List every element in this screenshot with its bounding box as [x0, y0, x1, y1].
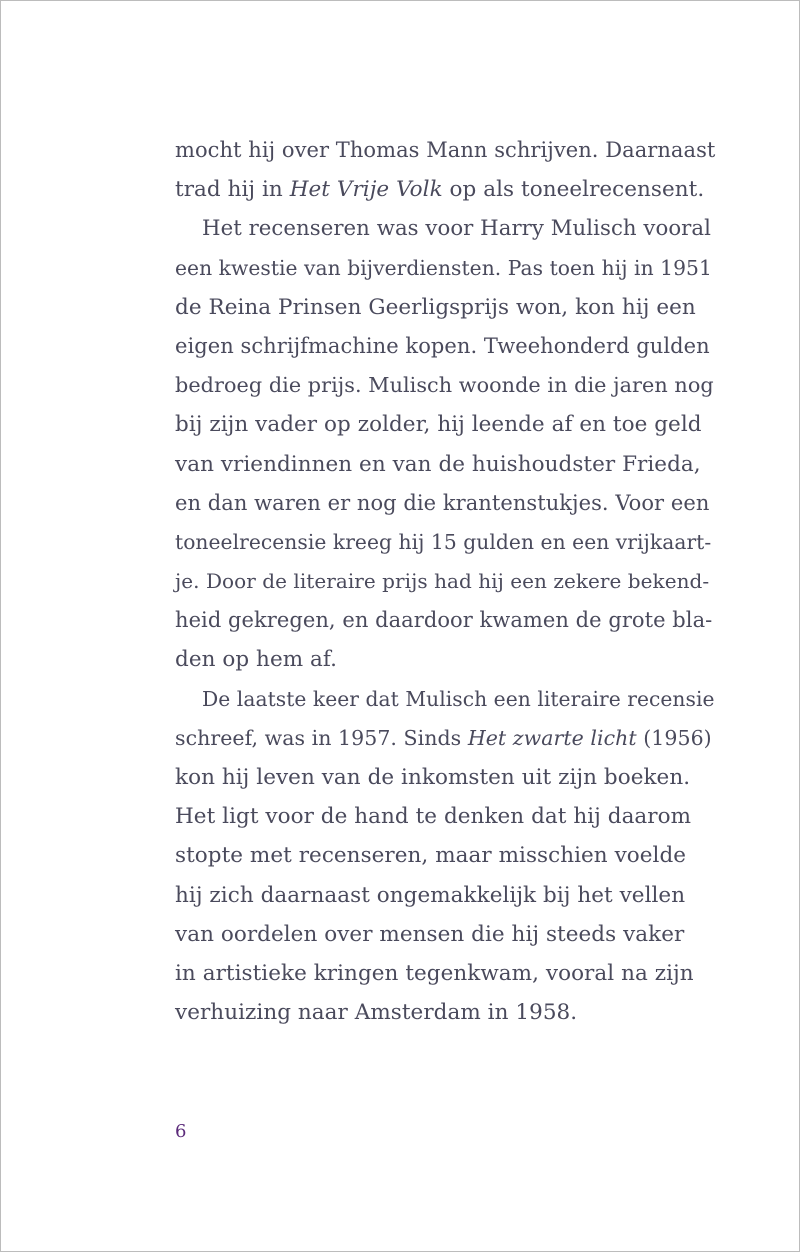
text-line [175, 288, 705, 327]
text-segment: den op hem af. [175, 647, 338, 673]
text-line [175, 249, 712, 288]
text-line [175, 993, 705, 1032]
text-line [175, 915, 705, 954]
text-segment: (1956) [636, 725, 712, 750]
page-number: 6 [175, 1121, 187, 1142]
text-line [175, 405, 705, 444]
text-line [175, 601, 713, 640]
text-segment: De laatste keer dat Mulisch een literaire recensie [202, 686, 715, 711]
text-line [175, 836, 705, 875]
text-segment: je. Door de literaire prijs had hij een zekere bekend- [175, 569, 710, 594]
text-line [175, 523, 712, 562]
text-segment: stopte met recenseren, maar misschien voelde [175, 843, 687, 869]
text-line [175, 876, 705, 915]
text-segment: eigen schrijfmachine kopen. Tweehonderd gulden [175, 333, 710, 358]
text-segment: bedroeg die prijs. Mulisch woonde in die jaren nog [175, 373, 714, 398]
italic-title: Het zwarte licht [467, 725, 637, 750]
text-line [175, 170, 705, 209]
text-segment: hij zich daarnaast ongemakkelijk bij het vellen [175, 882, 686, 908]
text-line [175, 954, 705, 993]
text-segment: de Reina Prinsen Geerligsprijs won, kon hij een [175, 294, 696, 320]
text-segment: een kwestie van bijverdiensten. Pas toen hij in 1951 [175, 255, 712, 280]
body-text [175, 131, 716, 1032]
text-line [175, 719, 712, 758]
text-line [175, 562, 710, 601]
text-line [175, 209, 711, 248]
text-segment: heid gekregen, en daardoor kwamen de grote bla- [175, 608, 713, 633]
text-segment: verhuizing naar Amsterdam in 1958. [175, 1000, 578, 1026]
text-line [175, 327, 710, 366]
text-segment: trad hij in [175, 177, 290, 203]
text-line [175, 484, 710, 523]
text-segment: mocht hij over Thomas Mann schrijven. Daarnaast [175, 138, 716, 162]
text-line [175, 797, 705, 836]
text-segment: van vriendinnen en van de huishoudster Frieda, [175, 451, 701, 477]
text-line [175, 366, 714, 405]
text-segment: kon hij leven van de inkomsten uit zijn boeken. [175, 765, 691, 790]
text-line [175, 445, 705, 484]
text-segment: van oordelen over mensen die hij steeds vaker [175, 921, 685, 947]
text-segment: bij zijn vader op zolder, hij leende af en toe geld [175, 412, 702, 438]
text-line [175, 758, 705, 797]
text-segment: in artistieke kringen tegenkwam, vooral na zijn [175, 960, 694, 986]
text-line [175, 680, 715, 719]
text-segment: en dan waren er nog die krantenstukjes. Voor een [175, 490, 710, 515]
text-line [175, 131, 716, 170]
text-segment: Het ligt voor de hand te denken dat hij daarom [175, 804, 692, 830]
text-segment: toneelrecensie kreeg hij 15 gulden en een vrijkaart- [175, 529, 712, 554]
text-line [175, 640, 705, 679]
text-segment: schreef, was in 1957. Sinds [175, 725, 468, 750]
text-segment: op als toneelrecensent. [442, 177, 705, 203]
text-segment: Het recenseren was voor Harry Mulisch vooral [202, 216, 711, 242]
italic-title: Het Vrije Volk [289, 177, 443, 203]
